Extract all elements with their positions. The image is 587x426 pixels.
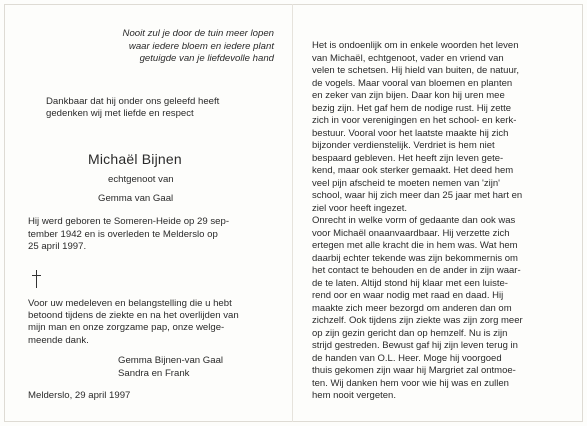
biography-line: veel pijn afscheid te moeten nemen van 'zijn'	[312, 177, 500, 189]
biography-line: en zeker van zijn bijen. Daar kon hij uren mee	[312, 90, 505, 101]
biography-line: maakte zich meer bezorgd om anderen dan om	[312, 302, 512, 314]
biography-line: hem nooit vergeten.	[312, 390, 396, 401]
biography-line: ziel voor heeft ingezet.	[312, 202, 408, 214]
poem-line: Nooit zul je door de tuin meer lopen	[122, 28, 274, 39]
place-date: Melderslo, 29 april 1997	[28, 390, 131, 402]
biography-line: het contact te behouden en de ander in zijn waar-	[312, 265, 521, 276]
birth-line: 25 april 1997.	[28, 241, 87, 253]
signature-line: Sandra en Frank	[118, 367, 190, 379]
thanks-line: betoond tijdens de ziekte en na het overlijden van	[28, 310, 239, 322]
thanks-text	[28, 298, 278, 348]
thanks-line: meende dank.	[28, 334, 89, 346]
biography-line: bijzonder verdienstelijk. Verdriet is hem niet	[312, 140, 495, 151]
dedication-line: gedenken wij met liefde en respect	[46, 108, 194, 120]
dedication	[46, 96, 278, 121]
birth-death-text	[28, 216, 278, 253]
biography-line: Onrecht in welke vorm of gedaante dan ook was	[312, 215, 516, 226]
biography-line: zichzelf. Ook tijdens zijn ziekte was zijn zorg meer	[312, 315, 523, 326]
biography-line: Het is ondoenlijk om in enkele woorden het leven	[312, 40, 519, 51]
birth-line: tember 1942 en is overleden te Melderslo op	[28, 228, 218, 240]
biography-line: zich in voor verenigingen en het school- en kerk-	[312, 115, 517, 126]
thanks-line: mijn man en onze zorgzame pap, onze welge-	[28, 322, 225, 334]
spouse-label: echtgenoot van	[108, 173, 174, 185]
thanks-line: Voor uw medeleven en belangstelling die u hebt	[28, 297, 232, 309]
biography-line: strijd gestreden. Bewust gaf hij zijn leven terug in	[312, 340, 518, 351]
card-fold-line	[292, 4, 293, 422]
poem-line: getuigde van je liefdevolle hand	[139, 53, 274, 65]
biography-text	[312, 40, 576, 403]
biography-line: bezig zijn. Het gaf hem de nodige rust. Hij zette	[312, 102, 512, 114]
biography-line: school, waar hij zich meer dan 25 jaar met hart en	[312, 190, 523, 201]
biography-line: de vogels. Maar vooral van bloemen en planten	[312, 77, 513, 89]
biography-line: rend oor en waar nodig met raad en daad. Hij	[312, 290, 504, 301]
biography-line: bespaard gebleven. Het heeft zijn leven gete-	[312, 152, 504, 164]
poem	[28, 28, 274, 66]
biography-line: ten. Wij danken hem voor wie hij was en zullen	[312, 377, 509, 389]
spouse-name: Gemma van Gaal	[98, 193, 174, 204]
poem-line: waar iedere bloem en iedere plant	[128, 40, 274, 52]
biography-line: bestuur. Vooral voor het laatste maakte hij zich	[312, 127, 509, 139]
biography-line: ertegen met alle kracht die in hem was. Wat hem	[312, 240, 518, 251]
biography-line: daarbij echter tekende was zijn bekommernis om	[312, 252, 518, 264]
cross-icon	[30, 270, 44, 288]
biography-line: thuis gekomen zijn waar hij Margriet zal ontmoe-	[312, 365, 516, 376]
signature-line: Gemma Bijnen-van Gaal	[118, 355, 224, 367]
biography-line: op zijn gezin gericht dan op hemzelf. Nu is zijn	[312, 327, 508, 339]
left-panel	[28, 28, 278, 402]
family-signature	[118, 355, 278, 380]
biography-line: de te laten. Altijd stond hij klaar met een luiste-	[312, 277, 508, 289]
birth-line: Hij werd geboren te Someren-Heide op 29 sep-	[28, 216, 230, 228]
biography-line: kend, maar ook sterker gemaakt. Het deed hem	[312, 165, 514, 176]
dedication-line: Dankbaar dat hij onder ons geleefd heeft	[46, 95, 220, 107]
biography-line: de handen van O.L. Heer. Moge hij voorgoed	[312, 352, 502, 364]
deceased-name: Michaël Bijnen	[88, 150, 182, 167]
biography-line: velen te schetsen. Hij hield van buiten, de natuur,	[312, 65, 520, 76]
right-panel	[312, 40, 576, 403]
biography-line: van Michaël, echtgenoot, vader en vriend van	[312, 52, 504, 64]
biography-line: voor Michaël onaanvaardbaar. Hij verzette zich	[312, 227, 510, 239]
